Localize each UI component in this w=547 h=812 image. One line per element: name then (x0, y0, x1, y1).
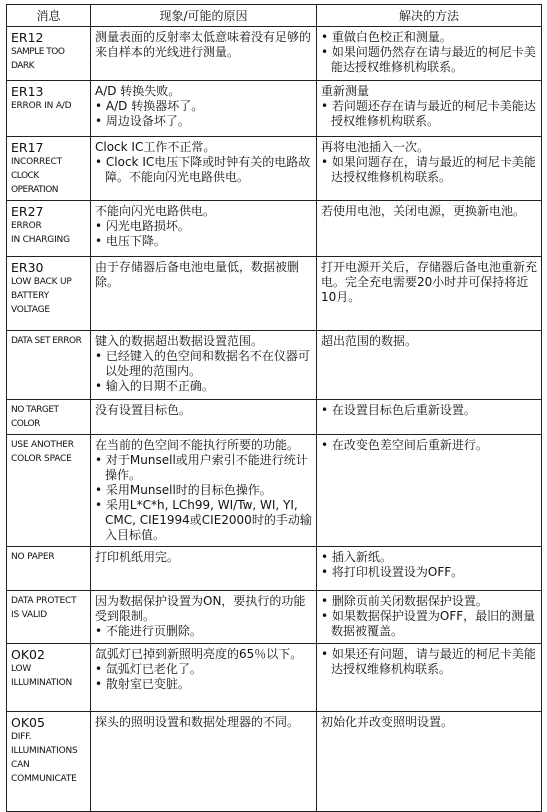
solution-cell (317, 81, 542, 137)
cause-cell (91, 331, 317, 400)
cause-text: 由于存储器后备电池电量低，数据被删除。 (95, 260, 300, 289)
message-cell (7, 644, 91, 712)
solution-bullet: • 若问题还存在请与最近的柯尼卡美能达授权维修机构联系。 (321, 99, 537, 129)
message-cell (7, 137, 91, 201)
table-row (7, 547, 542, 591)
cause-text: 因为数据保护设置为ON，要执行的功能受到限制。 (95, 594, 306, 623)
cause-cell (91, 81, 317, 137)
message-cell (7, 400, 91, 435)
solution-cell (317, 644, 542, 712)
cause-text: 没有设置目标色。 (95, 403, 192, 417)
cause-bullet: • Clock IC电压下降或时钟有关的电路故障。不能向闪光电路供电。 (95, 155, 312, 185)
table-row (7, 27, 542, 81)
cause-text: Clock IC工作不正常。 (95, 140, 216, 154)
error-code: OK02 (11, 647, 45, 662)
cause-cell (91, 400, 317, 435)
solution-bullet: • 插入新纸。 (321, 550, 537, 565)
cause-cell (91, 547, 317, 591)
cause-bullet: • 采用L*C*h, LCh99, WI/Tw, WI, YI, CMC, CIE1994或CIE2000时的手动输入目标值。 (95, 498, 312, 543)
error-code: ER12 (11, 30, 44, 45)
solution-bullet: • 将打印机设置设为OFF。 (321, 565, 537, 580)
solution-bullet: • 在改变色差空间后重新进行。 (321, 438, 537, 453)
message-text: COMMUNICATE (11, 774, 77, 784)
message-text: IN CHARGING (11, 235, 70, 245)
message-cell (7, 331, 91, 400)
message-text: SAMPLE TOO DARK (11, 47, 65, 71)
solution-text: 超出范围的数据。 (321, 334, 418, 348)
table-row (7, 137, 542, 201)
cause-cell (91, 201, 317, 257)
cause-bullet: • 不能进行页删除。 (95, 624, 312, 639)
error-code: ER27 (11, 204, 44, 219)
table-row (7, 435, 542, 547)
error-code: ER13 (11, 84, 44, 99)
solution-cell (317, 137, 542, 201)
solution-text: 打开电源开关后，存储器后备电池重新充电。完全充电需要20小时并可保持将近10月。 (321, 260, 538, 304)
table-header-row (7, 5, 542, 27)
message-text: BATTERY (11, 291, 49, 301)
solution-text: 再将电池插入一次。 (321, 140, 430, 154)
message-text: INCORRECT (11, 157, 62, 167)
message-text: DIFF. (11, 732, 32, 742)
error-message-table (6, 4, 542, 812)
solution-cell (317, 331, 542, 400)
message-text: NO TARGET COLOR (11, 405, 59, 429)
table-row (7, 400, 542, 435)
header-message: 消息 (7, 5, 91, 27)
cause-text: 氙弧灯已掉到新照明亮度的65％以下。 (95, 647, 303, 661)
message-text: VOLTAGE (11, 305, 50, 315)
solution-text: 初始化并改变照明设置。 (321, 715, 454, 729)
cause-bullet: • A/D 转换器坏了。 (95, 99, 312, 114)
message-text: NO PAPER (11, 552, 55, 562)
header-solution: 解决的方法 (317, 5, 542, 27)
message-text: ILLUMINATION (11, 678, 72, 688)
message-text: DATA PROTECT (11, 596, 77, 606)
cause-bullet: • 周边设备坏了。 (95, 114, 312, 129)
cause-cell (91, 712, 317, 812)
table-row (7, 591, 542, 644)
solution-cell (317, 201, 542, 257)
message-cell (7, 201, 91, 257)
solution-bullet: • 在设置目标色后重新设置。 (321, 403, 537, 418)
error-code: OK05 (11, 715, 45, 730)
message-text: USE ANOTHER (11, 440, 74, 450)
cause-bullet: • 散射室已变脏。 (95, 677, 312, 692)
cause-text: A/D 转换失败。 (95, 84, 181, 98)
message-cell (7, 27, 91, 81)
table-row (7, 331, 542, 400)
message-cell (7, 257, 91, 331)
table-row (7, 644, 542, 712)
error-code: ER17 (11, 140, 44, 155)
cause-cell (91, 435, 317, 547)
message-text: DATA SET ERROR (11, 336, 82, 346)
error-code: ER30 (11, 260, 44, 275)
cause-bullet: • 输入的日期不正确。 (95, 379, 312, 394)
message-text: CLOCK OPERATION (11, 171, 59, 195)
table-row (7, 257, 542, 331)
cause-cell (91, 644, 317, 712)
table-row (7, 81, 542, 137)
solution-bullet: • 删除页前关闭数据保护设置。 (321, 594, 537, 609)
message-cell (7, 81, 91, 137)
message-cell (7, 547, 91, 591)
message-cell (7, 712, 91, 812)
cause-bullet: • 采用Munsell时的目标色操作。 (95, 483, 312, 498)
cause-text: 在当前的色空间不能执行所要的功能。 (95, 438, 300, 452)
solution-bullet: • 如果数据保护设置为OFF，最旧的测量数据被覆盖。 (321, 609, 537, 639)
solution-bullet: • 如果还有问题，请与最近的柯尼卡美能达授权维修机构联系。 (321, 647, 537, 677)
cause-cell (91, 257, 317, 331)
cause-text: 测量表面的反射率太低意味着没有足够的来自样本的光线进行测量。 (95, 30, 312, 59)
message-text: LOW BACK UP (11, 277, 72, 287)
cause-cell (91, 27, 317, 81)
message-text: COLOR SPACE (11, 454, 72, 464)
solution-text: 重新测量 (321, 84, 370, 98)
message-text: ERROR IN A/D (11, 101, 72, 111)
solution-cell (317, 712, 542, 812)
cause-cell (91, 591, 317, 644)
cause-cell (91, 137, 317, 201)
solution-cell (317, 547, 542, 591)
solution-bullet: • 重做白色校正和测量。 (321, 30, 537, 45)
message-text: IS VALID (11, 610, 47, 620)
cause-bullet: • 已经键入的色空间和数据名不在仪器可以处理的范围内。 (95, 349, 312, 379)
message-text: LOW (11, 664, 32, 674)
cause-text: 键入的数据超出数据设置范围。 (95, 334, 264, 348)
solution-bullet: • 如果问题仍然存在请与最近的柯尼卡美能达授权维修机构联系。 (321, 45, 537, 75)
message-cell (7, 591, 91, 644)
cause-text: 探头的照明设置和数据处理器的不同。 (95, 715, 300, 729)
header-cause: 现象/可能的原因 (91, 5, 317, 27)
solution-cell (317, 435, 542, 547)
solution-cell (317, 591, 542, 644)
cause-text: 不能向闪光电路供电。 (95, 204, 216, 218)
message-text: CAN (11, 760, 30, 770)
solution-cell (317, 400, 542, 435)
solution-text: 若使用电池，关闭电源，更换新电池。 (321, 204, 526, 218)
table-row (7, 712, 542, 812)
solution-cell (317, 27, 542, 81)
message-text: ILLUMINATIONS (11, 746, 78, 756)
cause-bullet: • 对于Munsell或用户索引不能进行统计操作。 (95, 453, 312, 483)
solution-cell (317, 257, 542, 331)
table-body (7, 27, 542, 812)
solution-bullet: • 如果问题存在，请与最近的柯尼卡美能达授权维修机构联系。 (321, 155, 537, 185)
table-row (7, 201, 542, 257)
cause-bullet: • 氙弧灯已老化了。 (95, 662, 312, 677)
cause-text: 打印机纸用完。 (95, 550, 180, 564)
message-cell (7, 435, 91, 547)
cause-bullet: • 闪光电路损坏。 (95, 219, 312, 234)
message-text: ERROR (11, 221, 42, 231)
cause-bullet: • 电压下降。 (95, 234, 312, 249)
